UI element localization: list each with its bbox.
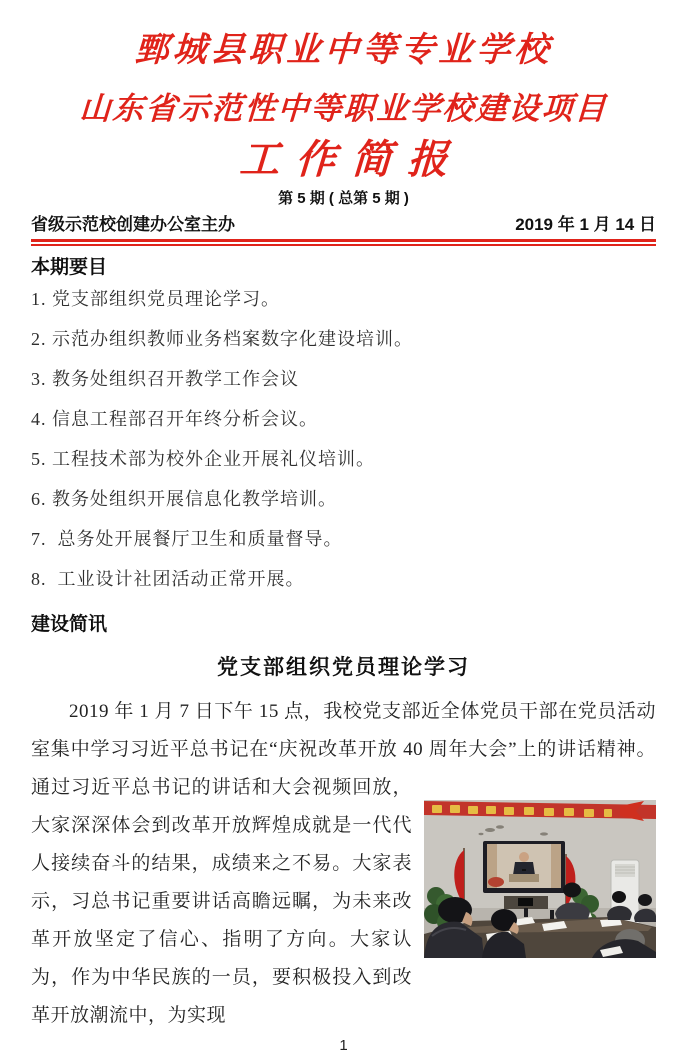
school-title: 鄄城县职业中等专业学校 xyxy=(133,32,554,69)
meeting-photo-illustration xyxy=(424,800,656,958)
toc-item-5: 5. 工程技术部为校外企业开展礼仪培训。 xyxy=(31,449,375,469)
toc-heading: 本期要目 xyxy=(31,257,108,278)
toc-list xyxy=(31,288,656,590)
project-title: 山东省示范性中等职业学校建设项目 xyxy=(78,91,609,126)
issue-date: 2019 年 1 月 14 日 xyxy=(515,215,656,234)
bulletin-title: 工作简报 xyxy=(238,137,465,182)
toc-item-8: 8. 工业设计社团活动正常开展。 xyxy=(31,569,305,589)
article-title: 党支部组织党员理论学习 xyxy=(217,655,470,679)
toc-item-2: 2. 示范办组织教师业务档案数字化建设培训。 xyxy=(31,329,413,349)
toc-item-6: 6. 教务处组织开展信息化教学培训。 xyxy=(31,489,337,509)
meeting-photo xyxy=(424,800,656,958)
masthead xyxy=(31,214,656,236)
av-device xyxy=(518,898,533,906)
toc-item-1: 1. 党支部组织党员理论学习。 xyxy=(31,289,280,309)
page-number: 1 xyxy=(339,1037,348,1054)
toc-item-3: 3. 教务处组织召开教学工作会议 xyxy=(31,369,299,389)
toc-item-4: 4. 信息工程部召开年终分析会议。 xyxy=(31,409,318,429)
briefs-heading: 建设简讯 xyxy=(31,614,108,635)
article-body xyxy=(31,693,656,1035)
article-text: 2019 年 1 月 7 日下午 15 点，我校党支部近全体党员干部在党员活动室集中学习习近平总书记在“庆祝改革开放 40 周年大会”上的讲话精神。通过习近平总书记的讲话和大会视频回放，大家深深体会到改革开放辉煌成就是一代代人接续奋斗的结果，成绩来之不易。大家表示，习总书记重要讲话高瞻远瞩，为未来改革开放坚定了信心、指明了方向。大家认为，作为中华民族的一员，要积极投入到改革开放潮流中，为实现 xyxy=(31,701,656,1026)
double-red-rule xyxy=(31,239,656,246)
organizer-label: 省级示范校创建办公室主办 xyxy=(31,215,235,234)
toc-item-7: 7. 总务处开展餐厅卫生和质量督导。 xyxy=(31,529,343,549)
issue-line: 第 5 期 ( 总第 5 期 ) xyxy=(278,190,409,207)
